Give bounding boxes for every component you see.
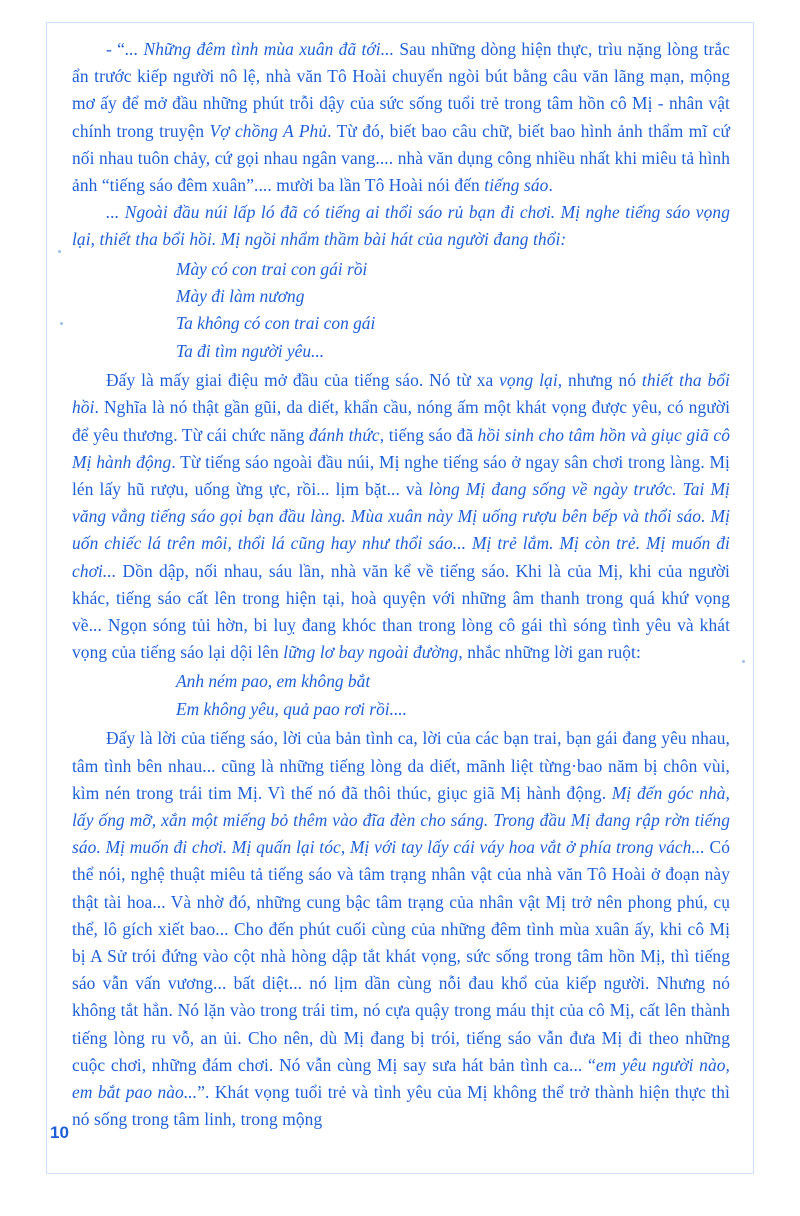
paper-speck	[58, 250, 61, 253]
emphasis-run: đánh thức	[308, 424, 380, 445]
verse-line: Ta đi tìm người yêu...	[176, 340, 325, 361]
emphasis-run: vọng lại	[499, 370, 558, 391]
text-run: .	[548, 175, 553, 196]
emphasis-run: em yêu người nào, em bắt pao nào...	[72, 1054, 731, 1102]
text-run: Có thể nói, nghệ thuật miêu tả tiếng sáo và tâm trạng nhân vật của nhà văn Tô Hoài ở đoạn này thật tài hoa... Và nhờ đó, những cung bậc tâm trạng của nhân vật Mị trở nên phong phú, cụ thể, lô gích xiết bao... Cho đến phút cuối cùng của những đêm tình mùa xuân ấy, khi cô Mị bị A Sử trói đứng vào cột nhà hòng dập tắt khát vọng, sức sống trong tâm hồn Mị, thì tiếng sáo vẫn vấn vương... bất diệt... nó lịm dần cùng nỗi đau khổ của kiếp người. Nhưng nó không tắt hẳn. Nó lặn vào trong trái tim, nó cựa quậy trong máu thịt của cô Mị, cất lên thành tiếng lòng ru vỗ, an ủi. Cho nên, dù Mị đang bị trói, tiếng sáo vẫn đưa Mị đi theo những cuộc chơi, những đám chơi. Nó vẫn cùng Mị say sưa hát bản tình ca... “	[72, 837, 730, 1075]
emphasis-run: tiếng sáo	[484, 175, 549, 196]
verse-block-2	[72, 668, 730, 723]
text-run: . Từ tiếng sáo ngoài đầu núi, Mị nghe tiếng sáo ở ngay sân chơi trong làng. Mị lén lấy hũ rượu, uống ừng ực, rồi... lịm bặt... và	[72, 451, 730, 500]
text-run: , nhắc những lời gan ruột:	[458, 642, 641, 663]
text-run: Sau những dòng hiện thực, trìu nặng lòng trắc ẩn trước kiếp người nô lệ, nhà văn Tô Hoài chuyển ngòi bút bằng câu văn lãng mạn, mộng mơ ấy để mở đầu những phút trỗi dậy của sức sống tuổi trẻ trong tâm hồn cô Mị - nhân vật chính trong truyện	[72, 39, 730, 141]
emphasis-run: lững lơ bay ngoài đường	[283, 642, 459, 663]
paper-speck	[60, 322, 63, 325]
emphasis-run: Mị đến góc nhà, lấy ống mỡ, xắn một miếng bỏ thêm vào đĩa đèn cho sáng. Trong đầu Mị đang rập rờn tiếng sáo. Mị muốn đi chơi. Mị quấn lại tóc, Mị với tay lấy cái váy hoa vắt ở phía trong vách...	[72, 782, 731, 858]
verse-line: Ta không có con trai con gái	[176, 313, 376, 334]
text-run: . Nghĩa là nó thật gần gũi, da diết, khẩn cầu, nóng ấm một khát vọng được yêu, có người để yêu thương. Từ cái chức năng	[72, 397, 730, 445]
text-run: - “	[106, 39, 125, 59]
emphasis-run: Vợ chồng A Phủ	[209, 120, 328, 141]
paper-speck	[742, 660, 745, 663]
text-run: ”. Khát vọng tuổi trẻ và tình yêu của Mị không thể trở thành hiện thực thì nó sống trong tâm linh, trong mộng	[72, 1081, 730, 1130]
verse-line: Anh ném pao, em không bắt	[176, 671, 371, 692]
document-body	[72, 36, 730, 1133]
text-run: . Từ đó, biết bao câu chữ, biết bao hình ảnh thẩm mĩ cứ nối nhau tuôn chảy, cứ gọi nhau ngân vang.... nhà văn dụng công nhiều nhất khi miêu tả hình ảnh “tiếng sáo đêm xuân”.... mười ba lần Tô Hoài nói đến	[72, 120, 731, 196]
text-run: Dồn dập, nối nhau, sáu lần, nhà văn kể về tiếng sáo. Khi là của Mị, khi của người khác, tiếng sáo cất lên trong hiện tại, hoà quyện với những âm thanh trong quá khứ vọng về... Ngọn sóng tủi hờn, bi luỵ đang khóc than trong lòng cô gái thì sóng tình yêu và khát vọng của tiếng sáo lại dội lên	[72, 560, 730, 663]
text-run: Đấy là mấy giai điệu mở đầu của tiếng sáo. Nó từ xa	[106, 370, 500, 391]
paragraph-3	[72, 367, 730, 666]
emphasis-run: ... Những đêm tình mùa xuân đã tới...	[124, 39, 395, 59]
text-run: , nhưng nó	[557, 370, 642, 391]
paragraph-2	[72, 199, 730, 253]
paragraph-4	[72, 725, 730, 1133]
emphasis-run: thiết tha bổi hồi	[72, 370, 730, 418]
verse-line: Em không yêu, quả pao rơi rồi....	[176, 698, 407, 719]
emphasis-run: ... Ngoài đầu núi lấp ló đã có tiếng ai thổi sáo rủ bạn đi chơi. Mị nghe tiếng sáo vọng lại, thiết tha bổi hồi. Mị ngồi nhẩm thầm bài hát của người đang thổi:	[72, 202, 730, 250]
paragraph-1	[72, 36, 730, 199]
text-run: Đấy là lời của tiếng sáo, lời của bản tình ca, lời của các bạn trai, bạn gái đang yêu nhau, tâm tình bên nhau... cũng là những tiếng lòng da diết, mãnh liệt từng·bao năm bị chôn vùi, kìm nén trong trái tim Mị. Vì thế nó đã thôi thúc, giục giã Mị hành động.	[72, 728, 730, 803]
verse-block-1	[72, 256, 730, 366]
page-number: 10	[50, 1123, 69, 1142]
verse-line: Mày có con trai con gái rồi	[176, 258, 368, 279]
text-run: , tiếng sáo đã	[379, 424, 478, 445]
emphasis-run: hồi sinh cho tâm hồn và giục giã cô Mị hành động	[72, 424, 731, 472]
emphasis-run: lòng Mị đang sống về ngày trước. Tai Mị văng vẳng tiếng sáo gọi bạn đầu làng. Mùa xuân này Mị uống rượu bên bếp và thổi sáo. Mị uốn chiếc lá trên môi, thổi lá cũng hay như thổi sáo... Mị trẻ lắm. Mị còn trẻ. Mị muốn đi chơi...	[72, 479, 730, 581]
verse-line: Mày đi làm nương	[176, 286, 305, 307]
